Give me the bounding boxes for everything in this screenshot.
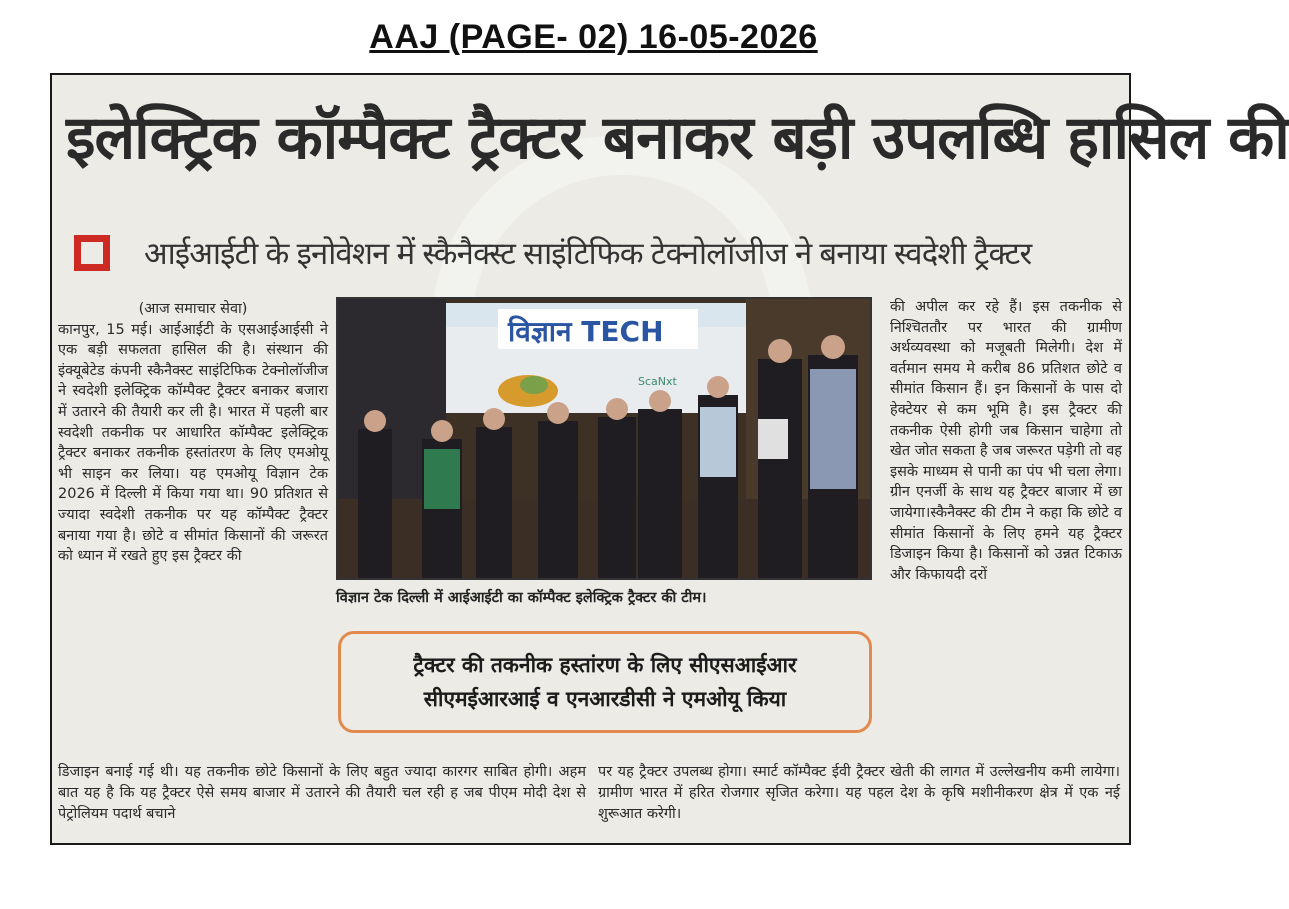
pull-quote-line-1: ट्रैक्टर की तकनीक हस्तांरण के लिए सीएसआईआर: [413, 653, 797, 677]
pull-quote-line-2: सीएमईआरआई व एनआरडीसी ने एमओयू किया: [423, 687, 787, 711]
article-bottom-section: [58, 762, 1120, 842]
photo-logo-text: ScaNxt: [638, 375, 677, 388]
left-column-text: कानपुर, 15 मई। आईआईटी के एसआईआईसी ने एक बड़ी सफलता हासिल की है। संस्थान की इंक्यूबेटेड कंपनी स्कैनैक्स्ट साइंटिफिक टेक्नोलॉजीज ने स्वदेशी इलेक्ट्रिक कॉम्पैक्ट ट्रैक्टर बनाकर बजारा में उतारने की तैयारी कर ली है। भारत में पहली बार स्वदेशी तकनीक पर आधारित कॉम्पैक्ट इलेक्ट्रिक ट्रैक्टर बनाकर तकनीक हस्तांतरण के लिए एमओयू भी साइन कर लिया। यह एमओयू विज्ञान टेक 2026 में दिल्ली में किया गया था। 90 प्रतिशत से ज्यादा स्वदेशी तकनीक पर यह कॉम्पैक्ट ट्रैक्टर बनाया गया है। छोटे व सीमांत किसानों की जरूरत को ध्यान में रखते हुए इस ट्रैक्टर की: [58, 321, 328, 565]
page-header: AAJ (PAGE- 02) 16-05-2026: [369, 18, 818, 56]
subheadline-row: [72, 231, 1122, 283]
bottom-right-text: पर यह ट्रैक्टर उपलब्ध होगा। स्मार्ट कॉम्पैक्ट ईवी ट्रैक्टर खेती की लागत में उल्लेखनीय कमी लायेगा। ग्रामीण भारत में हरित रोजगार सृजित करेगा। यह पहल देश के कृषि मशीनीकरण क्षेत्र में एक नई शुरूआत करेगी।: [598, 764, 1120, 822]
bottom-left-text: डिजाइन बनाई गई थी। यह तकनीक छोटे किसानों के लिए बहुत ज्यादा कारगर साबित होगी। अहम बात यह है कि यह ट्रैक्टर ऐसे समय बाजार में उतारने की तैयारी चल रही ह जब पीएम मोदी देश से पेट्रोलियम पदार्थ बचाने: [58, 764, 586, 822]
pull-quote-box: [338, 631, 872, 733]
banner-text: विज्ञान TECH: [508, 315, 664, 348]
headline: इलेक्ट्रिक कॉम्पैक्ट ट्रैक्टर बनाकर बड़ी उपलब्धि हासिल की: [66, 103, 1289, 173]
photo-caption: विज्ञान टेक दिल्ली में आईआईटी का कॉम्पैक्ट इलेक्ट्रिक ट्रैक्टर की टीम।: [336, 590, 707, 606]
subheadline: आईआईटी के इनोवेशन में स्कैनैक्स्ट साइंटिफिक टेक्नोलॉजीज ने बनाया स्वदेशी ट्रैक्टर: [144, 236, 1032, 272]
event-photo-illustration: [338, 299, 870, 578]
red-square-icon: [74, 235, 110, 271]
newspaper-clipping: [50, 73, 1289, 845]
event-photo: [336, 297, 872, 580]
article-column-left: [58, 299, 328, 739]
news-source: (आज समाचार सेवा): [138, 301, 248, 317]
article-column-right: की अपील कर रहे हैं। इस तकनीक से निश्चिततौर पर भारत की ग्रामीण अर्थव्यवस्था को मजूबती मिलेगी। देश में वर्तमान समय मे करीब 86 प्रतिशत छोटे व सीमांत किसान हैं। इन किसानों के पास दो हेक्टेयर से कम भूमि है। इस ट्रैक्टर की तकनीक ऐसी होगी जब किसान चाहेगा तो खेत जोत सकता है जब जरूरत पड़ेगी तो वह इसके माध्यम से पानी का पंप भी चला लेगा। ग्रीन एनर्जी के साथ यह ट्रैक्टर बाजार में छा जायेगा।स्कैनैक्स्ट की टीम ने कहा कि छोटे व सीमांत किसानों के लिए हमने यह ट्रैक्टर डिजाइन किया है। किसानों को उन्नत टिकाऊ और किफायदी दरों: [890, 299, 1122, 583]
